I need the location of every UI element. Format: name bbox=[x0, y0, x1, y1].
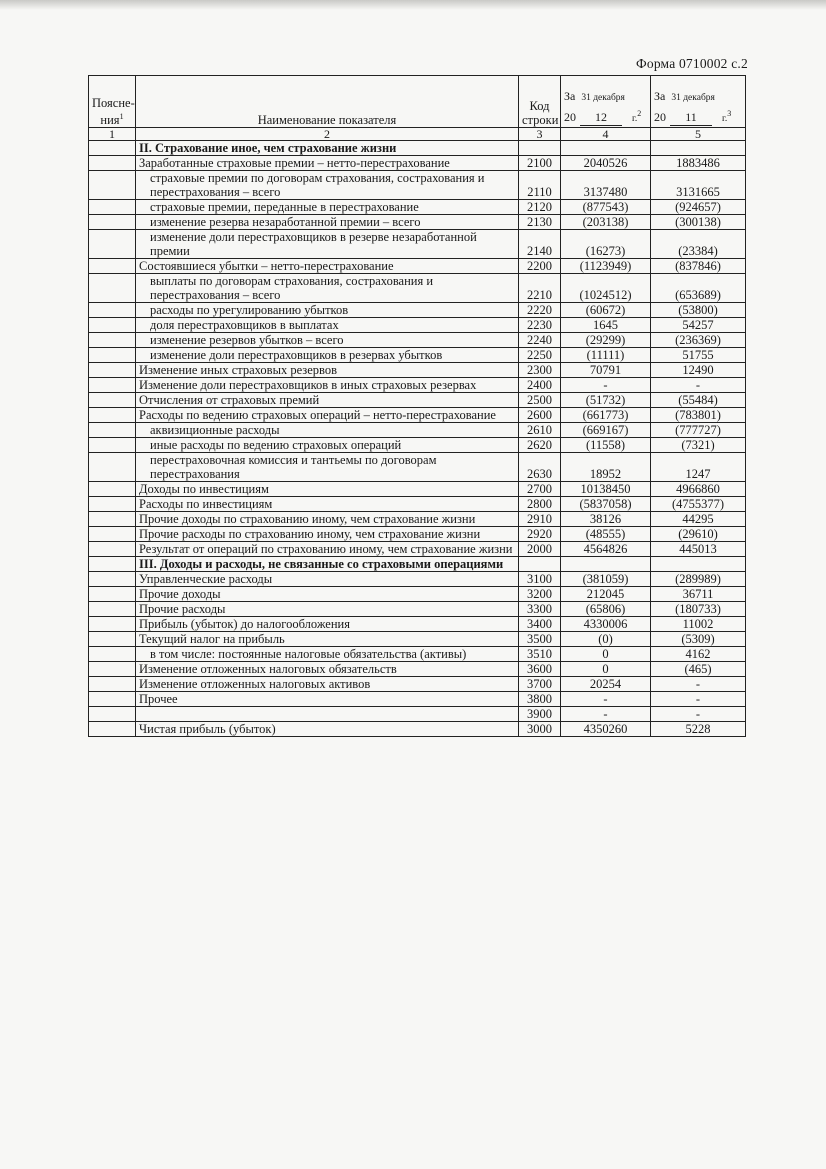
period-previous-date: 31 декабря bbox=[671, 93, 715, 103]
indicator-name-cell: доля перестраховщиков в выплатах bbox=[136, 318, 519, 333]
table-row bbox=[89, 259, 746, 274]
note-cell bbox=[89, 393, 136, 408]
current-period-value: 20254 bbox=[561, 677, 651, 692]
note-cell bbox=[89, 303, 136, 318]
note-cell bbox=[89, 587, 136, 602]
header-indicator-name: Наименование показателя bbox=[136, 76, 519, 128]
line-code-cell: 3500 bbox=[519, 632, 561, 647]
current-period-value: (203138) bbox=[561, 215, 651, 230]
period-current-prefix: За bbox=[564, 89, 576, 103]
indicator-name-cell: Изменение иных страховых резервов bbox=[136, 363, 519, 378]
line-code-cell: 2240 bbox=[519, 333, 561, 348]
previous-period-value: (5309) bbox=[651, 632, 746, 647]
table-row bbox=[89, 692, 746, 707]
line-code-cell: 2100 bbox=[519, 156, 561, 171]
table-row bbox=[89, 200, 746, 215]
line-code-cell: 2140 bbox=[519, 230, 561, 259]
note-cell bbox=[89, 438, 136, 453]
note-cell bbox=[89, 408, 136, 423]
current-period-value: (51732) bbox=[561, 393, 651, 408]
previous-period-value: (924657) bbox=[651, 200, 746, 215]
table-row bbox=[89, 497, 746, 512]
period-current-footnote: 2 bbox=[637, 109, 642, 118]
previous-period-value: (783801) bbox=[651, 408, 746, 423]
table-row bbox=[89, 722, 746, 737]
previous-period-value: 5228 bbox=[651, 722, 746, 737]
table-row bbox=[89, 393, 746, 408]
previous-period-value: 3131665 bbox=[651, 171, 746, 200]
table-row bbox=[89, 677, 746, 692]
current-period-value: - bbox=[561, 707, 651, 722]
header-notes bbox=[89, 76, 136, 128]
note-cell bbox=[89, 692, 136, 707]
column-number: 4 bbox=[561, 128, 651, 141]
previous-period-value: (289989) bbox=[651, 572, 746, 587]
indicator-name-cell: Изменение доли перестраховщиков в иных страховых резервах bbox=[136, 378, 519, 393]
indicator-name-cell: изменение резерва незаработанной премии – всего bbox=[136, 215, 519, 230]
indicator-name-cell: в том числе: постоянные налоговые обязательства (активы) bbox=[136, 647, 519, 662]
note-cell bbox=[89, 230, 136, 259]
line-code-cell: 2700 bbox=[519, 482, 561, 497]
indicator-name-cell: расходы по урегулированию убытков bbox=[136, 303, 519, 318]
line-code-cell: 2920 bbox=[519, 527, 561, 542]
table-row bbox=[89, 408, 746, 423]
indicator-name-cell: выплаты по договорам страхования, сострахования и перестрахования – всего bbox=[136, 274, 519, 303]
header-notes-footnote: 1 bbox=[119, 111, 124, 121]
current-period-value: (60672) bbox=[561, 303, 651, 318]
current-period-value: 0 bbox=[561, 662, 651, 677]
current-period-value: (16273) bbox=[561, 230, 651, 259]
indicator-name-cell: изменение резервов убытков – всего bbox=[136, 333, 519, 348]
line-code-cell: 2250 bbox=[519, 348, 561, 363]
table-row bbox=[89, 572, 746, 587]
table-row bbox=[89, 632, 746, 647]
current-period-value: (661773) bbox=[561, 408, 651, 423]
table-row bbox=[89, 215, 746, 230]
previous-period-value: (23384) bbox=[651, 230, 746, 259]
table-row bbox=[89, 333, 746, 348]
line-code-cell: 2210 bbox=[519, 274, 561, 303]
period-current-date: 31 декабря bbox=[581, 93, 625, 103]
indicator-name-cell: Изменение отложенных налоговых обязательств bbox=[136, 662, 519, 677]
note-cell bbox=[89, 677, 136, 692]
current-period-value: 18952 bbox=[561, 453, 651, 482]
note-cell bbox=[89, 259, 136, 274]
line-code-cell: 2620 bbox=[519, 438, 561, 453]
previous-period-value: - bbox=[651, 707, 746, 722]
current-period-value: (11111) bbox=[561, 348, 651, 363]
previous-period-value: - bbox=[651, 677, 746, 692]
indicator-name-cell: Состоявшиеся убытки – нетто-перестрахование bbox=[136, 259, 519, 274]
note-cell bbox=[89, 215, 136, 230]
line-code-cell: 2800 bbox=[519, 497, 561, 512]
previous-period-value: 36711 bbox=[651, 587, 746, 602]
note-cell bbox=[89, 378, 136, 393]
line-code-cell: 2200 bbox=[519, 259, 561, 274]
period-current-year: 12 bbox=[580, 109, 622, 126]
header-notes-label: Поясне-ния bbox=[92, 95, 135, 127]
indicator-name-cell: Прочие расходы bbox=[136, 602, 519, 617]
scan-edge-shadow bbox=[0, 0, 826, 10]
note-cell bbox=[89, 200, 136, 215]
line-code-cell: 2500 bbox=[519, 393, 561, 408]
period-previous-footnote: 3 bbox=[727, 109, 732, 118]
indicator-name-cell bbox=[136, 707, 519, 722]
line-code-cell: 2600 bbox=[519, 408, 561, 423]
period-current-suffix: г. bbox=[632, 114, 638, 124]
period-previous-year: 11 bbox=[670, 109, 712, 126]
table-row bbox=[89, 438, 746, 453]
line-code-cell: 3200 bbox=[519, 587, 561, 602]
previous-period-value: (4755377) bbox=[651, 497, 746, 512]
current-period-value: 4564826 bbox=[561, 542, 651, 557]
period-current-century: 20 bbox=[564, 110, 576, 124]
current-period-value: (65806) bbox=[561, 602, 651, 617]
line-code-cell: 2910 bbox=[519, 512, 561, 527]
note-cell bbox=[89, 453, 136, 482]
note-cell bbox=[89, 274, 136, 303]
table-row bbox=[89, 707, 746, 722]
current-period-value: 212045 bbox=[561, 587, 651, 602]
note-cell bbox=[89, 527, 136, 542]
current-period-value: 38126 bbox=[561, 512, 651, 527]
indicator-name-cell: Прибыль (убыток) до налогообложения bbox=[136, 617, 519, 632]
indicator-name-cell: Прочие доходы bbox=[136, 587, 519, 602]
line-code-cell: 3600 bbox=[519, 662, 561, 677]
table-row bbox=[89, 602, 746, 617]
line-code-cell: 2300 bbox=[519, 363, 561, 378]
previous-period-value: (29610) bbox=[651, 527, 746, 542]
indicator-name-cell: страховые премии, переданные в перестрахование bbox=[136, 200, 519, 215]
line-code-cell: 2110 bbox=[519, 171, 561, 200]
table-row bbox=[89, 647, 746, 662]
note-cell bbox=[89, 542, 136, 557]
previous-period-value: (653689) bbox=[651, 274, 746, 303]
indicator-name-cell: Прочее bbox=[136, 692, 519, 707]
note-cell bbox=[89, 363, 136, 378]
indicator-name-cell: Прочие доходы по страхованию иному, чем страхование жизни bbox=[136, 512, 519, 527]
previous-period-value: 1883486 bbox=[651, 156, 746, 171]
previous-period-value: 44295 bbox=[651, 512, 746, 527]
previous-period-value: (7321) bbox=[651, 438, 746, 453]
table-row bbox=[89, 318, 746, 333]
current-period-value: 4330006 bbox=[561, 617, 651, 632]
table-row bbox=[89, 363, 746, 378]
table-row bbox=[89, 542, 746, 557]
section-header-row bbox=[89, 141, 746, 156]
line-code-cell: 2130 bbox=[519, 215, 561, 230]
previous-period-value: - bbox=[651, 378, 746, 393]
previous-period-value: (55484) bbox=[651, 393, 746, 408]
table-row bbox=[89, 453, 746, 482]
note-cell bbox=[89, 707, 136, 722]
current-period-value: 0 bbox=[561, 647, 651, 662]
current-period-value: - bbox=[561, 692, 651, 707]
current-period-value: (381059) bbox=[561, 572, 651, 587]
indicator-name-cell: перестраховочная комиссия и тантьемы по договорам перестрахования bbox=[136, 453, 519, 482]
line-code-cell bbox=[519, 141, 561, 156]
indicator-name-cell: Доходы по инвестициям bbox=[136, 482, 519, 497]
note-cell bbox=[89, 141, 136, 156]
current-period-value: (669167) bbox=[561, 423, 651, 438]
line-code-cell: 2630 bbox=[519, 453, 561, 482]
current-period-value: 1645 bbox=[561, 318, 651, 333]
period-previous-suffix: г. bbox=[722, 114, 728, 124]
column-number: 5 bbox=[651, 128, 746, 141]
indicator-name-cell: Заработанные страховые премии – нетто-перестрахование bbox=[136, 156, 519, 171]
note-cell bbox=[89, 617, 136, 632]
table-row bbox=[89, 156, 746, 171]
indicator-name-cell: Расходы по инвестициям bbox=[136, 497, 519, 512]
line-code-cell: 3900 bbox=[519, 707, 561, 722]
indicator-name-cell: Прочие расходы по страхованию иному, чем страхование жизни bbox=[136, 527, 519, 542]
note-cell bbox=[89, 722, 136, 737]
previous-period-value: (300138) bbox=[651, 215, 746, 230]
note-cell bbox=[89, 348, 136, 363]
previous-period-value: 51755 bbox=[651, 348, 746, 363]
section-header-row bbox=[89, 557, 746, 572]
financial-results-table bbox=[88, 75, 746, 737]
line-code-cell: 2000 bbox=[519, 542, 561, 557]
current-period-value: 70791 bbox=[561, 363, 651, 378]
line-code-cell: 2610 bbox=[519, 423, 561, 438]
current-period-value bbox=[561, 557, 651, 572]
indicator-name-cell: Результат от операций по страхованию иному, чем страхование жизни bbox=[136, 542, 519, 557]
indicator-name-cell: страховые премии по договорам страхования, сострахования и перестрахования – всего bbox=[136, 171, 519, 200]
line-code-cell: 3400 bbox=[519, 617, 561, 632]
previous-period-value: (53800) bbox=[651, 303, 746, 318]
line-code-cell: 2230 bbox=[519, 318, 561, 333]
current-period-value: (0) bbox=[561, 632, 651, 647]
previous-period-value: 54257 bbox=[651, 318, 746, 333]
indicator-name-cell: Изменение отложенных налоговых активов bbox=[136, 677, 519, 692]
table-body bbox=[89, 141, 746, 737]
period-previous-prefix: За bbox=[654, 89, 666, 103]
column-number-row bbox=[89, 128, 746, 141]
indicator-name-cell: иные расходы по ведению страховых операций bbox=[136, 438, 519, 453]
current-period-value: (1123949) bbox=[561, 259, 651, 274]
note-cell bbox=[89, 557, 136, 572]
note-cell bbox=[89, 482, 136, 497]
current-period-value: 10138450 bbox=[561, 482, 651, 497]
indicator-name-cell: II. Страхование иное, чем страхование жизни bbox=[136, 141, 519, 156]
note-cell bbox=[89, 423, 136, 438]
column-number: 1 bbox=[89, 128, 136, 141]
indicator-name-cell: изменение доли перестраховщиков в резерве незаработанной премии bbox=[136, 230, 519, 259]
note-cell bbox=[89, 647, 136, 662]
line-code-cell bbox=[519, 557, 561, 572]
previous-period-value bbox=[651, 557, 746, 572]
table-row bbox=[89, 617, 746, 632]
previous-period-value: - bbox=[651, 692, 746, 707]
current-period-value: (48555) bbox=[561, 527, 651, 542]
table-row bbox=[89, 662, 746, 677]
previous-period-value: (837846) bbox=[651, 259, 746, 274]
header-period-current bbox=[561, 76, 651, 128]
table-row bbox=[89, 482, 746, 497]
current-period-value: 3137480 bbox=[561, 171, 651, 200]
current-period-value: 2040526 bbox=[561, 156, 651, 171]
header-period-previous bbox=[651, 76, 746, 128]
note-cell bbox=[89, 171, 136, 200]
line-code-cell: 3510 bbox=[519, 647, 561, 662]
indicator-name-cell: Чистая прибыль (убыток) bbox=[136, 722, 519, 737]
indicator-name-cell: Отчисления от страховых премий bbox=[136, 393, 519, 408]
line-code-cell: 3800 bbox=[519, 692, 561, 707]
note-cell bbox=[89, 662, 136, 677]
previous-period-value: 11002 bbox=[651, 617, 746, 632]
previous-period-value: (180733) bbox=[651, 602, 746, 617]
table-row bbox=[89, 527, 746, 542]
line-code-cell: 3700 bbox=[519, 677, 561, 692]
column-number: 3 bbox=[519, 128, 561, 141]
note-cell bbox=[89, 318, 136, 333]
current-period-value bbox=[561, 141, 651, 156]
current-period-value: (1024512) bbox=[561, 274, 651, 303]
previous-period-value: 12490 bbox=[651, 363, 746, 378]
line-code-cell: 3100 bbox=[519, 572, 561, 587]
indicator-name-cell: Расходы по ведению страховых операций – нетто-перестрахование bbox=[136, 408, 519, 423]
table-row bbox=[89, 171, 746, 200]
column-number: 2 bbox=[136, 128, 519, 141]
table-row bbox=[89, 230, 746, 259]
indicator-name-cell: Управленческие расходы bbox=[136, 572, 519, 587]
previous-period-value: (236369) bbox=[651, 333, 746, 348]
previous-period-value: 1247 bbox=[651, 453, 746, 482]
previous-period-value: 445013 bbox=[651, 542, 746, 557]
table-header-row bbox=[89, 76, 746, 128]
current-period-value: (5837058) bbox=[561, 497, 651, 512]
current-period-value: - bbox=[561, 378, 651, 393]
note-cell bbox=[89, 512, 136, 527]
current-period-value: (877543) bbox=[561, 200, 651, 215]
note-cell bbox=[89, 497, 136, 512]
line-code-cell: 3000 bbox=[519, 722, 561, 737]
header-line-code: Код строки bbox=[519, 76, 561, 128]
note-cell bbox=[89, 632, 136, 647]
table-row bbox=[89, 274, 746, 303]
previous-period-value: 4162 bbox=[651, 647, 746, 662]
indicator-name-cell: Текущий налог на прибыль bbox=[136, 632, 519, 647]
note-cell bbox=[89, 156, 136, 171]
note-cell bbox=[89, 572, 136, 587]
table-row bbox=[89, 512, 746, 527]
previous-period-value: 4966860 bbox=[651, 482, 746, 497]
table-row bbox=[89, 378, 746, 393]
form-code-label: Форма 0710002 с.2 bbox=[636, 56, 748, 71]
current-period-value: (29299) bbox=[561, 333, 651, 348]
indicator-name-cell: изменение доли перестраховщиков в резервах убытков bbox=[136, 348, 519, 363]
previous-period-value bbox=[651, 141, 746, 156]
current-period-value: 4350260 bbox=[561, 722, 651, 737]
indicator-name-cell: III. Доходы и расходы, не связанные со страховыми операциями bbox=[136, 557, 519, 572]
line-code-cell: 2220 bbox=[519, 303, 561, 318]
current-period-value: (11558) bbox=[561, 438, 651, 453]
table-row bbox=[89, 348, 746, 363]
note-cell bbox=[89, 333, 136, 348]
table-row bbox=[89, 587, 746, 602]
period-previous-century: 20 bbox=[654, 110, 666, 124]
indicator-name-cell: аквизиционные расходы bbox=[136, 423, 519, 438]
line-code-cell: 2120 bbox=[519, 200, 561, 215]
table-row bbox=[89, 423, 746, 438]
previous-period-value: (465) bbox=[651, 662, 746, 677]
note-cell bbox=[89, 602, 136, 617]
line-code-cell: 2400 bbox=[519, 378, 561, 393]
previous-period-value: (777727) bbox=[651, 423, 746, 438]
table-row bbox=[89, 303, 746, 318]
line-code-cell: 3300 bbox=[519, 602, 561, 617]
